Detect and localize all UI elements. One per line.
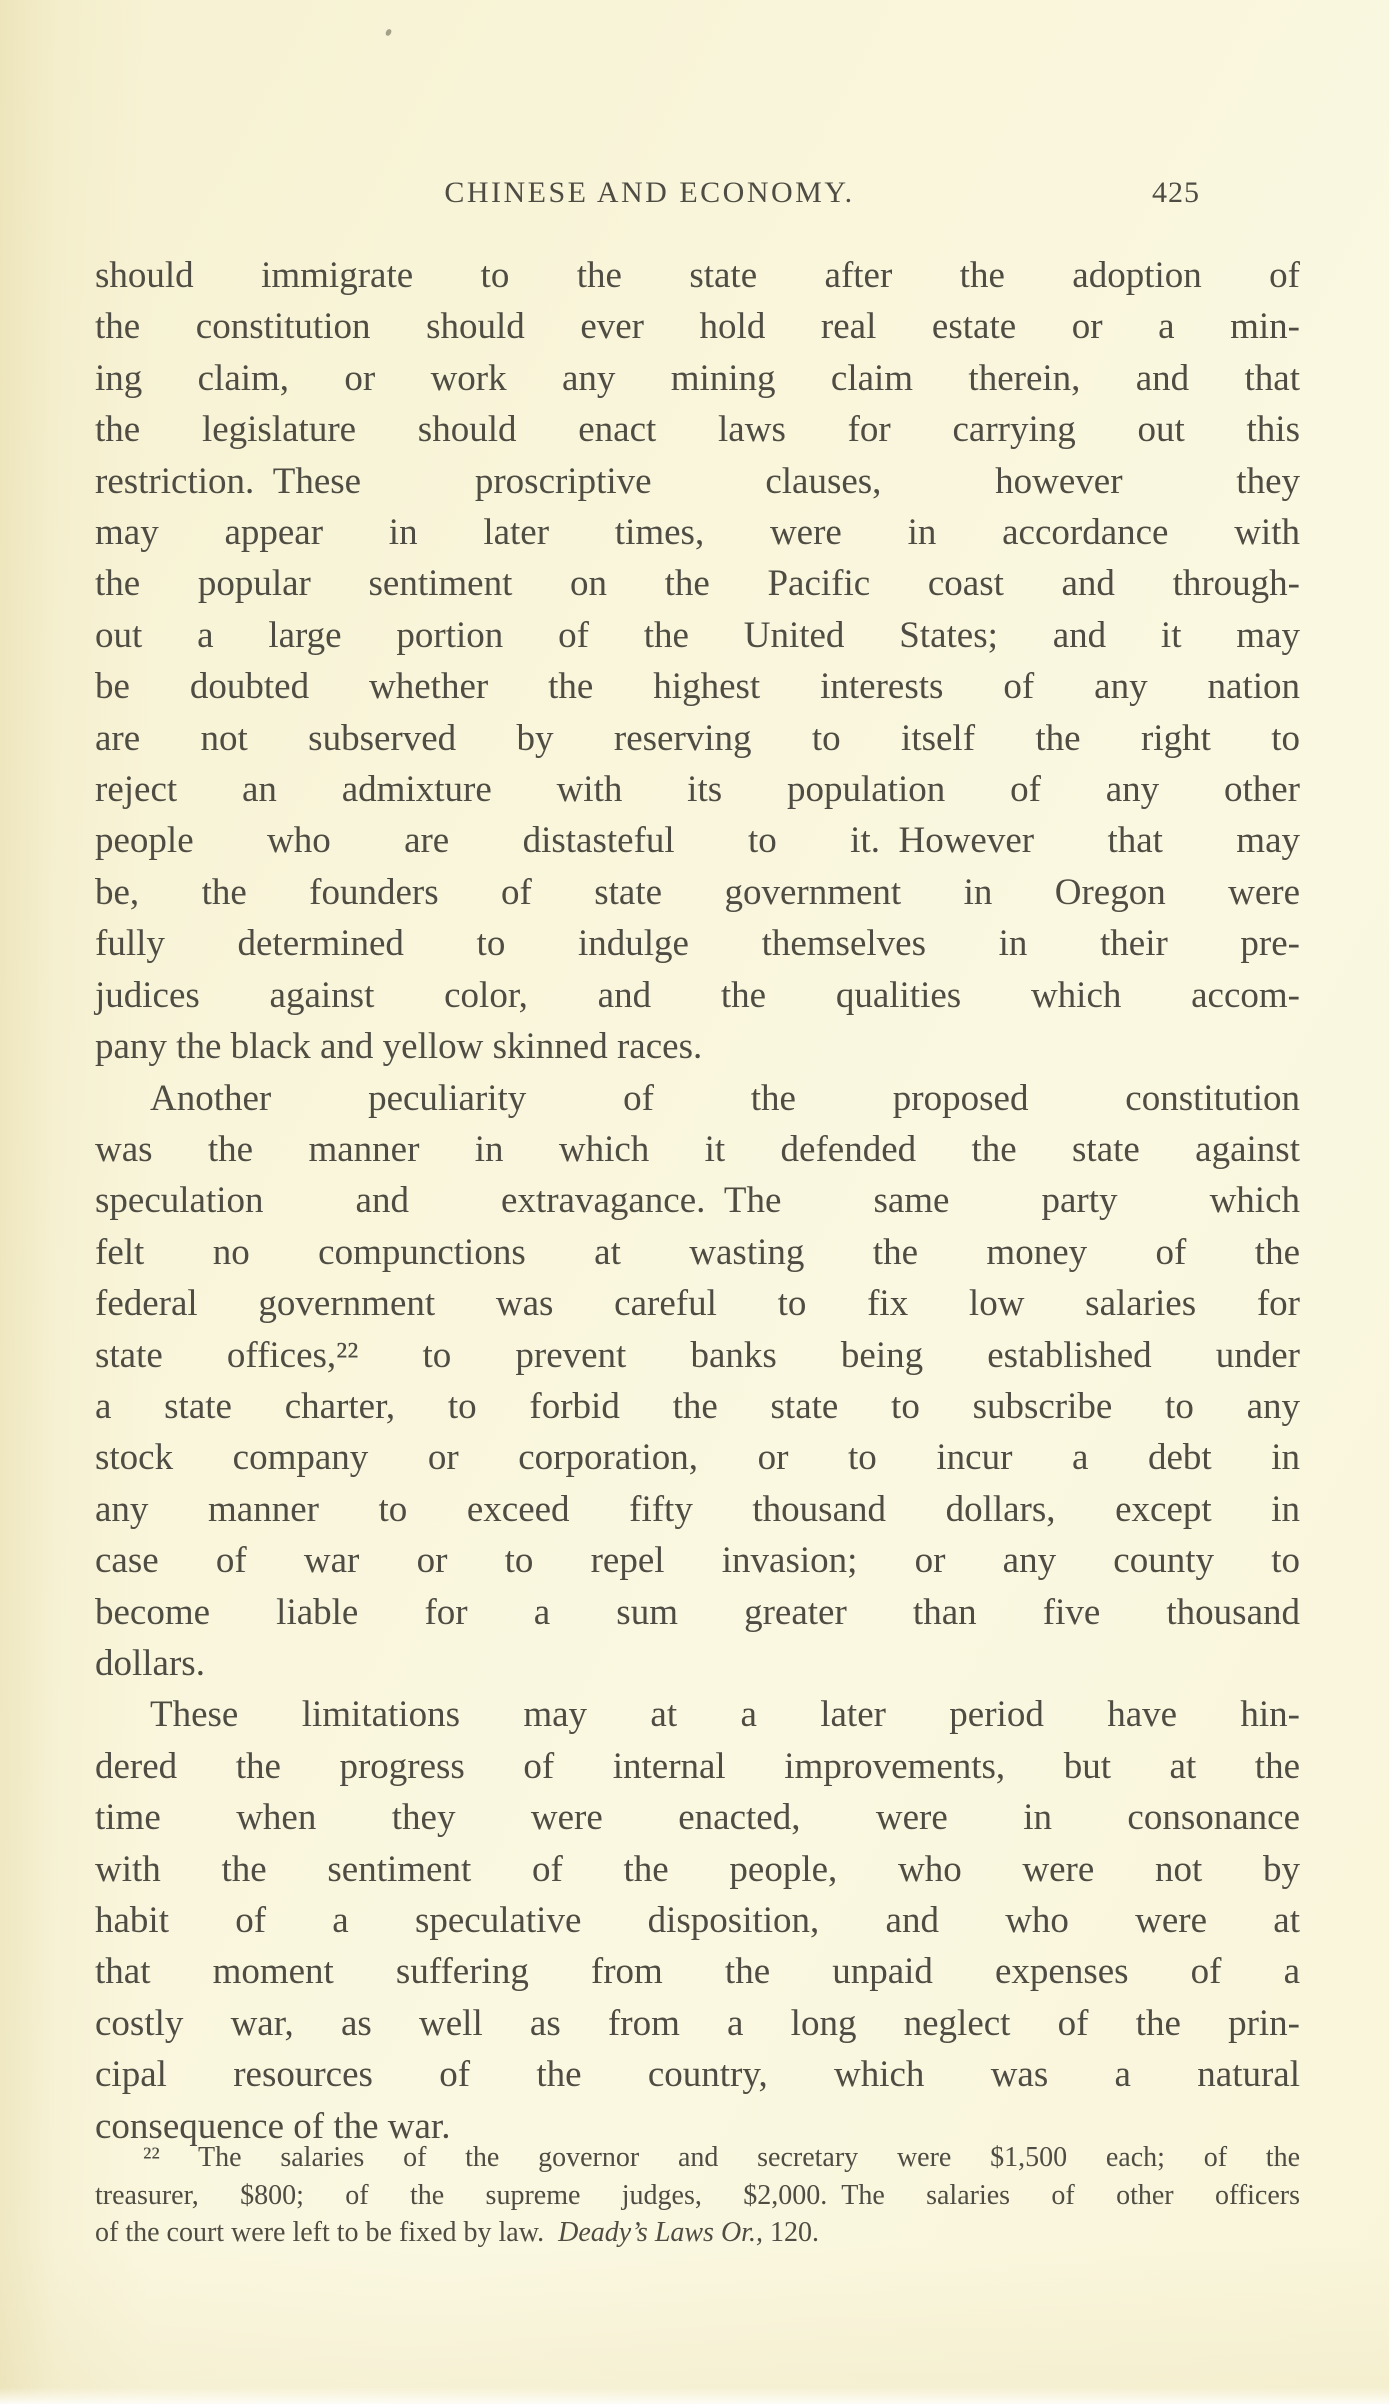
text-line: time when they were enacted, were in consonance: [95, 1797, 1300, 1839]
text-line: consequence of the war.: [95, 2105, 451, 2147]
citation-italic: Deady’s Laws Or.,: [558, 2217, 763, 2248]
text-line: habit of a speculative disposition, and who were at: [95, 1900, 1300, 1941]
text-line: out a large portion of the United States; and it may: [95, 614, 1300, 656]
text-line: costly war, as well as from a long neglect of the prin-: [95, 2002, 1300, 2044]
text-line: the legislature should enact laws for carrying out this: [95, 409, 1300, 451]
footnote-line: ²² The salaries of the governor and secretary were $1,500 each; of the: [143, 2142, 1300, 2173]
text-line: state offices,²² to prevent banks being established under: [95, 1334, 1300, 1376]
text-line: be, the founders of state government in Oregon were: [95, 871, 1300, 913]
text-line: case of war or to repel invasion; or any county to: [95, 1540, 1300, 1582]
text-line: federal government was careful to fix low salaries for: [95, 1283, 1300, 1325]
text-line: with the sentiment of the people, who were not by: [95, 1848, 1300, 1890]
paragraph: [95, 1689, 1300, 2152]
text-line: any manner to exceed fifty thousand dollars, except in: [95, 1488, 1300, 1530]
text-line: may appear in later times, were in accordance with: [95, 512, 1300, 554]
running-head-title: CHINESE AND ECONOMY.: [444, 176, 855, 209]
text-line: are not subserved by reserving to itself the right to: [95, 717, 1300, 759]
text-line: the popular sentiment on the Pacific coast and through-: [95, 563, 1300, 605]
text-line: pany the black and yellow skinned races.: [95, 1026, 703, 1068]
text-line: Another peculiarity of the proposed constitution: [150, 1077, 1300, 1119]
text-line: stock company or corporation, or to incur a debt in: [95, 1437, 1300, 1479]
text-line: speculation and extravagance. The same party which: [95, 1180, 1300, 1222]
text-line: These limitations may at a later period have hin-: [150, 1694, 1300, 1736]
scan-speck: [385, 28, 392, 36]
text-line: cipal resources of the country, which was a natural: [95, 2054, 1300, 2096]
text-line: reject an admixture with its population of any other: [95, 769, 1300, 811]
text-line: a state charter, to forbid the state to subscribe to any: [95, 1385, 1300, 1427]
paragraph: [95, 1073, 1300, 1690]
text-line: dered the progress of internal improvements, but at the: [95, 1745, 1300, 1787]
text-line: felt no compunctions at wasting the money of the: [95, 1231, 1300, 1273]
text-line: fully determined to indulge themselves in their pre-: [95, 923, 1300, 965]
footnote-line: treasurer, $800; of the supreme judges, $2,000. The salaries of other officers: [95, 2179, 1300, 2211]
text-line: restriction. These proscriptive clauses, however they: [95, 460, 1300, 502]
text-line: people who are distasteful to it. However that may: [95, 820, 1300, 862]
text-line: the constitution should ever hold real estate or a min-: [95, 306, 1300, 348]
text-line: ing claim, or work any mining claim therein, and that: [95, 357, 1300, 399]
text-segment: 120.: [762, 2217, 819, 2248]
text-line: dollars.: [95, 1642, 205, 1684]
text-line: be doubted whether the highest interests of any nation: [95, 666, 1300, 708]
page-number: 425: [1152, 176, 1200, 209]
footnote-line: [95, 2214, 1300, 2252]
body-text: [95, 250, 1300, 2152]
text-line: judices against color, and the qualities which accom-: [95, 974, 1300, 1016]
text-line: that moment suffering from the unpaid expenses of a: [95, 1951, 1300, 1993]
running-header: [95, 176, 1300, 220]
paragraph: [95, 250, 1300, 1073]
footnote: [95, 2139, 1300, 2252]
text-line: was the manner in which it defended the state against: [95, 1128, 1300, 1170]
text-line: should immigrate to the state after the adoption of: [95, 255, 1300, 296]
text-segment: of the court were left to be fixed by law.: [95, 2217, 559, 2248]
text-line: become liable for a sum greater than five thousand: [95, 1591, 1300, 1633]
